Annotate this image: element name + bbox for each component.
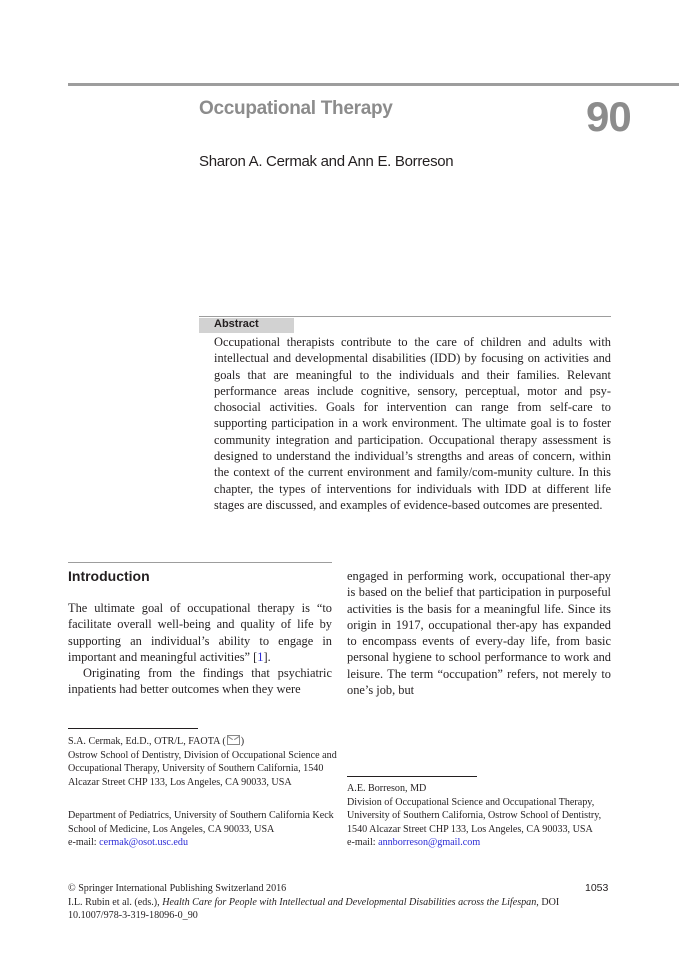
abstract-text: Occupational therapists contribute to the care of children and adults with intellectual and developmental disabilities (IDD) by focusing on activities and goals that are meaningful to the individuals and their families. Relevant performance areas include cognitive, sensory, perceptual, motor and psy-chosocial activities. Goals for intervention can range from self-care to supporting participation in a work environment. The ultimate goal is to foster community integration and participation. Occupational therapy assessment is designed to understand the individual’s strengths and areas of concern, within the context of the current environment and family/com-munity culture. In this chapter, the types of interventions for individuals with IDD at different life stages are discussed, and examples of evidence-based outcomes are presented. <box>214 335 611 512</box>
intro-paragraph-1: The ultimate goal of occupational therapy is “to facilitate overall well-being and quality of life by supporting an individual’s ability to engage in important and meaningful activities” [1]. <box>68 601 332 664</box>
intro-paragraph-2-continued: engaged in performing work, occupational ther-apy is based on the belief that participation in purposeful activities is the basis for a meaningful life. Since its origin in 1917, occupational ther-apy has expanded to encompass events of every-day life, from basic personal hygiene to school performance to work and leisure. The term “occupation” refers, not merely to one’s job, but <box>347 569 611 698</box>
page-footer <box>68 882 611 923</box>
citation-link-1[interactable]: 1 <box>257 649 264 664</box>
footnote-rule-right <box>347 776 477 777</box>
abstract-rule <box>199 316 611 317</box>
envelope-icon <box>227 735 240 745</box>
left-column-body <box>68 600 332 698</box>
right-column-body <box>347 568 611 698</box>
page-number: 1053 <box>585 882 609 894</box>
email-link-borreson[interactable]: annborreson@gmail.com <box>378 837 481 849</box>
chapter-title: Occupational Therapy <box>199 98 393 119</box>
intro-paragraph-2-start: Originating from the findings that psychiatric inpatients had better outcomes when they were <box>68 666 332 697</box>
abstract-label: Abstract <box>214 318 259 330</box>
author-note-cermak: S.A. Cermak, Ed.D., OTR/L, FAOTA ( ) Ostrow School of Dentistry, Division of Occupational Science and Occupational Therapy, University of Southern California, 1540 Alcazar Street CHP 133, Los Angeles, CA 90033, USA <box>68 736 337 788</box>
author-note-cermak-2: Department of Pediatrics, University of Southern California Keck School of Medicine, Los Angeles, CA 90033, USA e-mail: cermak@osot.usc.edu <box>68 809 338 850</box>
chapter-top-rule <box>68 83 679 86</box>
chapter-number: 90 <box>586 93 631 140</box>
copyright-notice: © Springer International Publishing Switzerland 2016 <box>68 883 287 894</box>
email-link-cermak[interactable]: cermak@osot.usc.edu <box>99 837 189 849</box>
author-affiliation-borreson: Division of Occupational Science and Occupational Therapy, University of Southern California, Ostrow School of Dentistry, 1540 Alcazar Street CHP 133, Los Angeles, CA 90033, USA <box>347 796 602 835</box>
chapter-authors: Sharon A. Cermak and Ann E. Borreson <box>199 153 454 170</box>
book-title: Health Care for People with Intellectual and Developmental Disabilities across the Lifespan <box>162 896 537 908</box>
footnote-rule-left <box>68 728 198 729</box>
section-heading-introduction: Introduction <box>68 568 150 584</box>
author-name-cermak: S.A. Cermak, Ed.D., OTR/L, FAOTA ( <box>68 736 226 747</box>
abstract-label-box <box>199 318 294 333</box>
author-affiliation-cermak-2: Department of Pediatrics, University of Southern California Keck School of Medicine, Los Angeles, CA 90033, USA <box>68 810 334 835</box>
doi: , DOI 10.1007/978-3-319-18096-0_90 <box>68 896 560 922</box>
section-rule <box>68 562 332 563</box>
citation: I.L. Rubin et al. (eds.), Health Care for People with Intellectual and Developmental Disabilities across the Lifespan, DOI 10.1007/978-3-319-18096-0_90 <box>68 896 560 922</box>
author-name-borreson: A.E. Borreson, MD <box>347 783 427 794</box>
author-note-borreson: A.E. Borreson, MD Division of Occupational Science and Occupational Therapy, University of Southern California, Ostrow School of Dentistry, 1540 Alcazar Street CHP 133, Los Angeles, CA 90033, USA e-mail: annborreson@gmail.com <box>347 782 617 850</box>
author-affiliation-cermak-1: Ostrow School of Dentistry, Division of Occupational Science and Occupational Therapy, University of Southern California, 1540 Alcazar Street CHP 133, Los Angeles, CA 90033, USA <box>68 749 337 788</box>
